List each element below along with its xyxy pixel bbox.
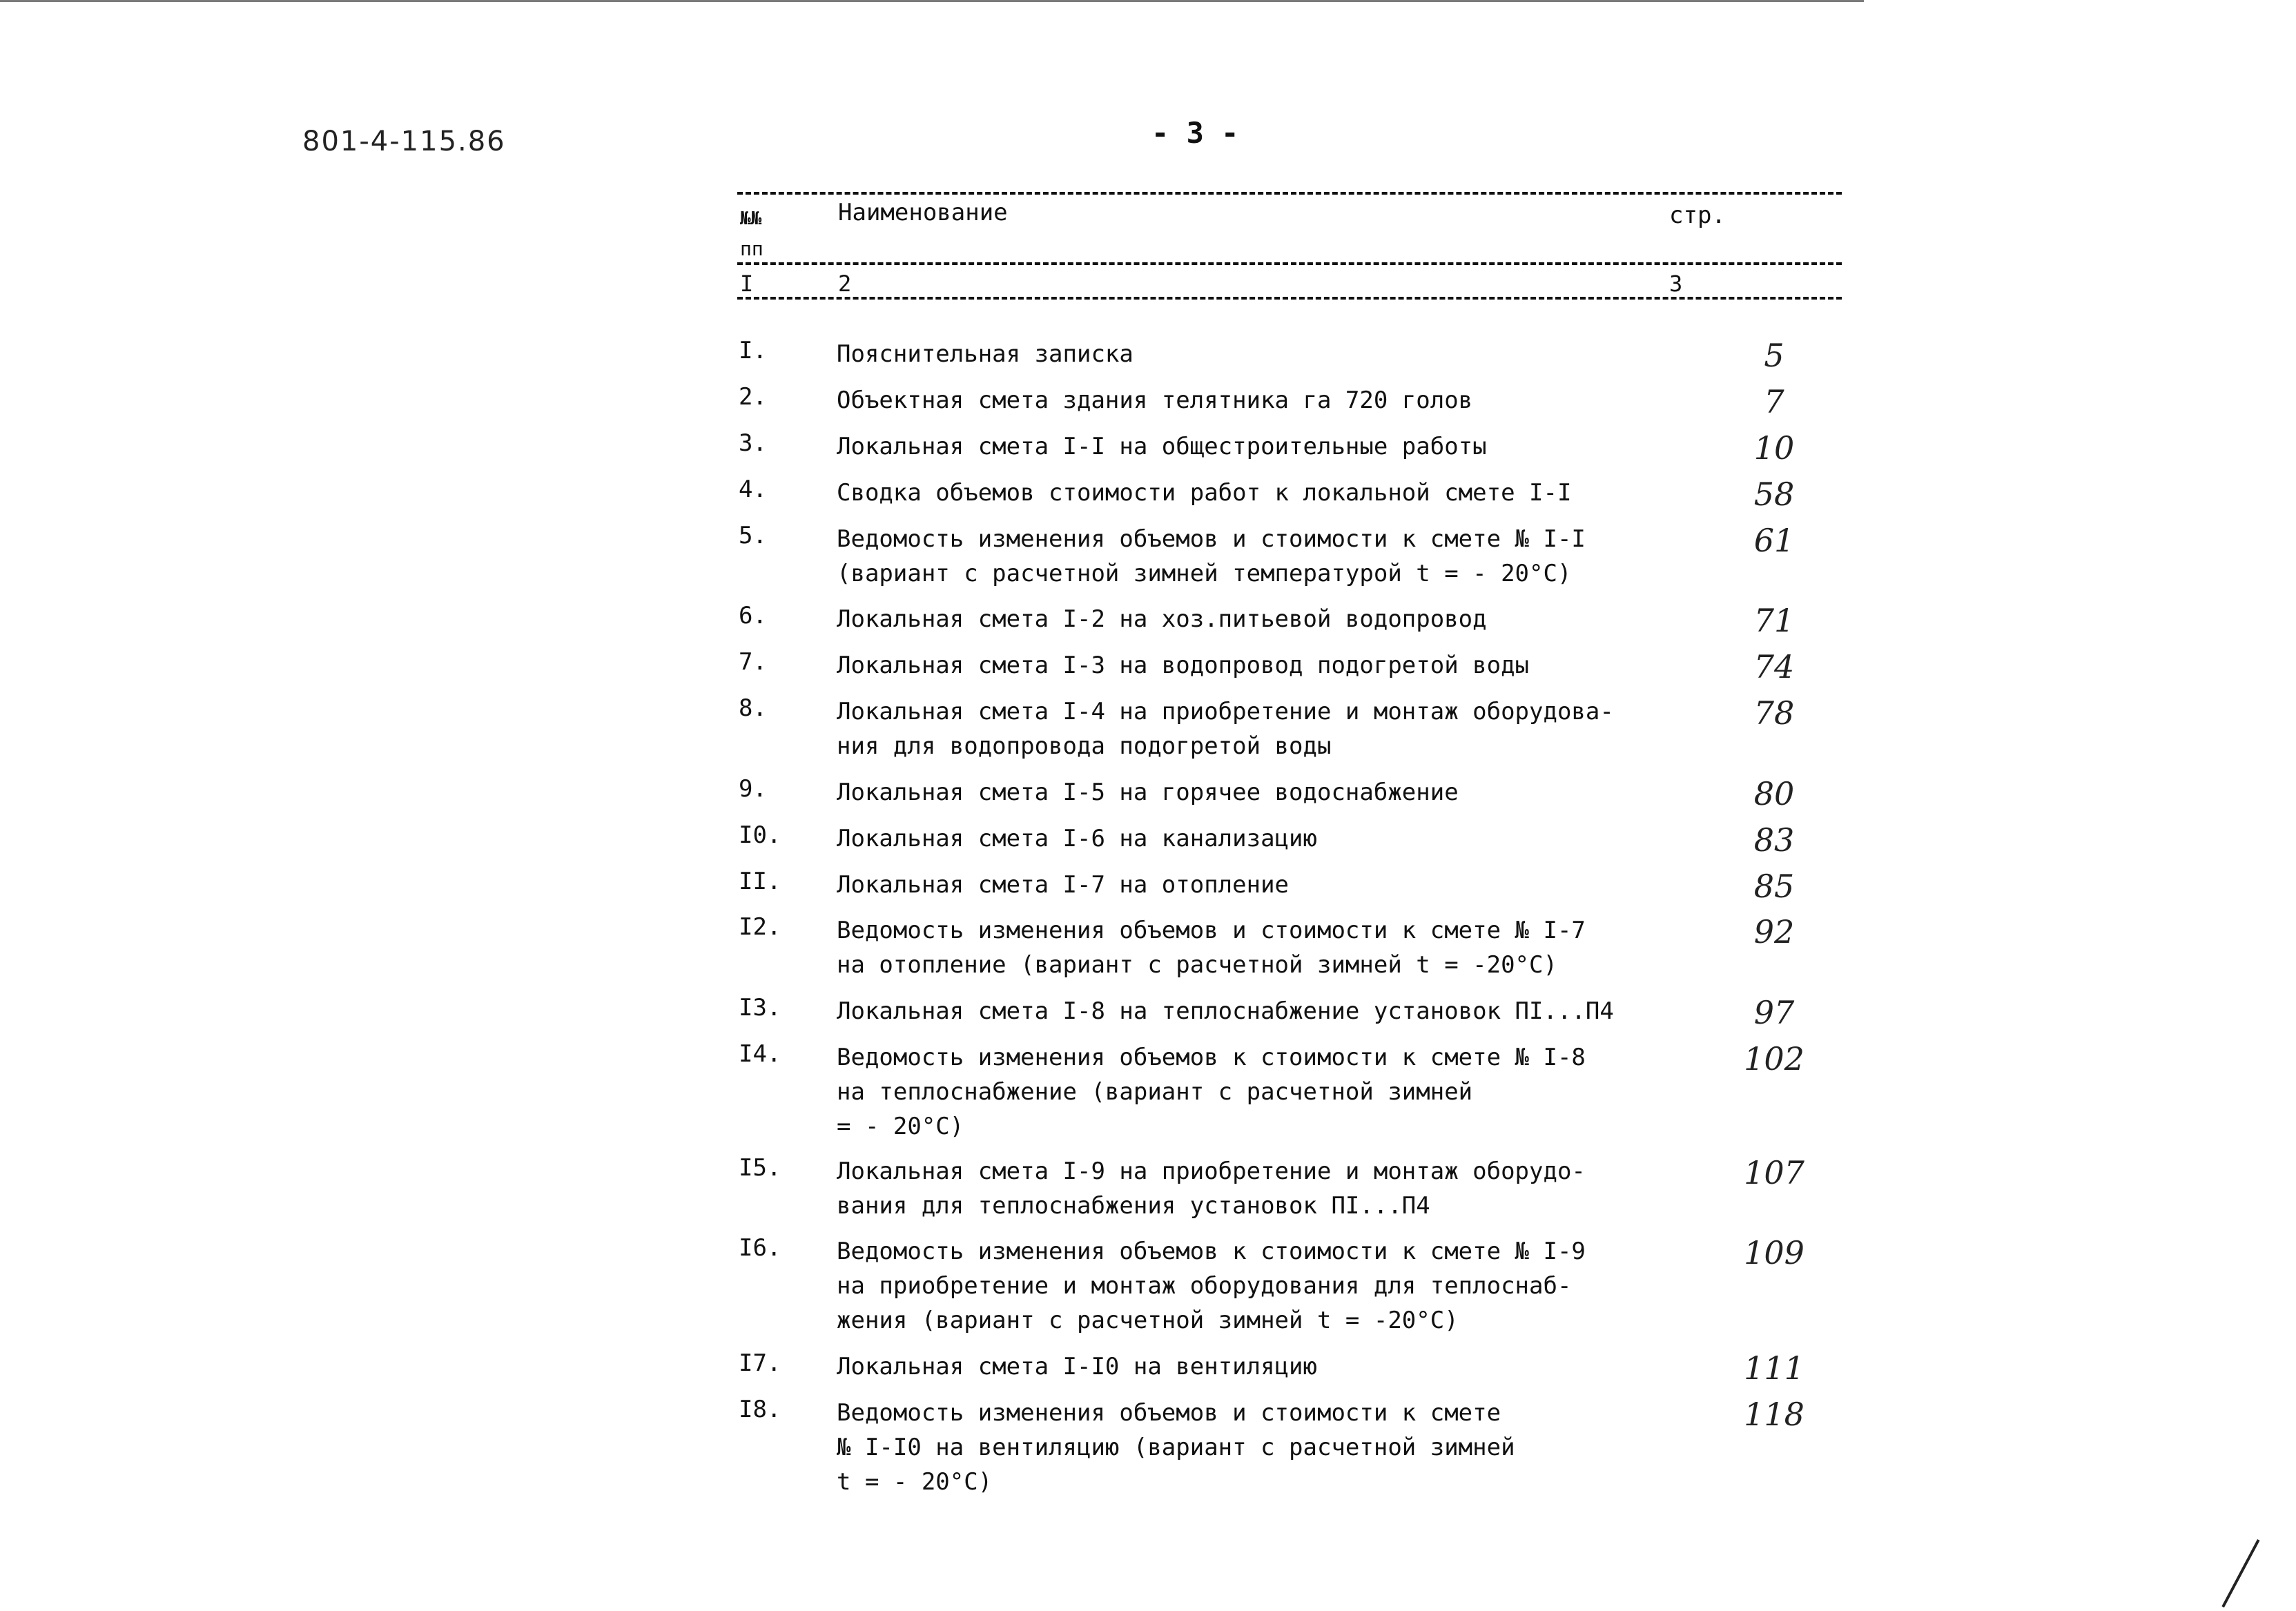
row-number: I6. [739, 1234, 781, 1262]
row-title: Локальная смета I-6 на канализацию [837, 825, 1317, 852]
row-title: Ведомость изменения объемов к стоимости к смете № I-8 на теплоснабжение (вариант с расчетной зимней = - 20°С) [837, 1044, 1586, 1140]
column-number-3: 3 [1669, 271, 1683, 297]
scan-corner-mark [2221, 1539, 2259, 1608]
row-page: 80 [1753, 775, 1795, 812]
row-number: I3. [739, 994, 781, 1022]
row-page: 102 [1744, 1040, 1804, 1077]
row-page: 92 [1753, 913, 1795, 950]
column-number-2: 2 [838, 271, 852, 297]
header-name-label: Наименование [838, 199, 1008, 226]
row-page: 111 [1744, 1349, 1804, 1387]
row-page: 58 [1753, 476, 1795, 513]
row-number: 2. [739, 383, 767, 411]
row-number: 7. [739, 648, 767, 676]
row-number: 9. [739, 775, 767, 803]
row-title: Локальная смета I-I на общестроительные работы [837, 433, 1487, 460]
row-title: Локальная смета I-I0 на вентиляцию [837, 1353, 1317, 1380]
column-number-rule [737, 297, 1842, 300]
row-number: II. [739, 868, 781, 895]
row-page: 5 [1764, 337, 1784, 374]
row-number: 4. [739, 476, 767, 503]
row-page: 118 [1744, 1396, 1804, 1433]
row-number: 6. [739, 602, 767, 629]
document-code: 801-4-115.86 [302, 126, 506, 157]
row-page: 74 [1753, 648, 1795, 685]
page-top-edge [0, 0, 1864, 2]
row-title: Локальная смета I-8 на теплоснабжение установок ПI...П4 [837, 997, 1614, 1025]
row-title: Сводка объемов стоимости работ к локальной смете I-I [837, 479, 1572, 507]
header-number-label-2: пп [740, 237, 763, 260]
row-number: I0. [739, 821, 781, 849]
row-page: 61 [1753, 522, 1795, 559]
row-title: Объектная смета здания телятника га 720 голов [837, 387, 1473, 414]
column-number-1: I [740, 271, 754, 297]
row-page: 109 [1744, 1234, 1804, 1271]
row-number: 5. [739, 522, 767, 549]
row-page: 10 [1753, 429, 1795, 467]
row-page: 71 [1753, 602, 1795, 639]
row-number: I8. [739, 1396, 781, 1423]
row-page: 85 [1753, 868, 1795, 905]
row-page: 107 [1744, 1154, 1804, 1191]
header-page-label: стр. [1669, 202, 1726, 229]
row-title: Локальная смета I-4 на приобретение и монтаж оборудова- ния для водопровода подогретой воды [837, 698, 1614, 760]
row-title: Локальная смета I-5 на горячее водоснабжение [837, 779, 1459, 806]
table-top-rule [737, 192, 1842, 195]
row-number: I7. [739, 1349, 781, 1377]
row-number: 8. [739, 694, 767, 722]
page-number: - 3 - [1151, 116, 1239, 150]
header-number-label: №№ [740, 208, 762, 229]
row-number: 3. [739, 429, 767, 457]
row-page: 7 [1764, 383, 1784, 420]
row-title: Локальная смета I-7 на отопление [837, 871, 1290, 899]
row-number: I5. [739, 1154, 781, 1182]
row-title: Ведомость изменения объемов и стоимости к смете № I-I0 на вентиляцию (вариант с расчетной зимней t = - 20°С) [837, 1399, 1515, 1496]
row-title: Ведомость изменения объемов к стоимости к смете № I-9 на приобретение и монтаж оборудования для теплоснаб- жения (вариант с расчетной зимней t = -20°С) [837, 1238, 1586, 1334]
row-number: I. [739, 337, 767, 364]
row-title: Ведомость изменения объемов и стоимости к смете № I-7 на отопление (вариант с расчетной зимней t = -20°С) [837, 917, 1586, 979]
row-title: Локальная смета I-9 на приобретение и монтаж оборудо- вания для теплоснабжения установок ПI...П4 [837, 1158, 1586, 1220]
row-page: 78 [1753, 694, 1795, 732]
row-page: 97 [1753, 994, 1795, 1031]
row-page: 83 [1753, 821, 1795, 859]
header-rule [737, 262, 1842, 265]
row-title: Пояснительная записка [837, 340, 1134, 368]
row-number: I2. [739, 913, 781, 941]
row-number: I4. [739, 1040, 781, 1068]
row-title: Локальная смета I-3 на водопровод подогретой воды [837, 652, 1530, 679]
row-title: Ведомость изменения объемов и стоимости к смете № I-I (вариант с расчетной зимней температурой t = - 20°С) [837, 525, 1586, 587]
row-title: Локальная смета I-2 на хоз.питьевой водопровод [837, 605, 1487, 633]
